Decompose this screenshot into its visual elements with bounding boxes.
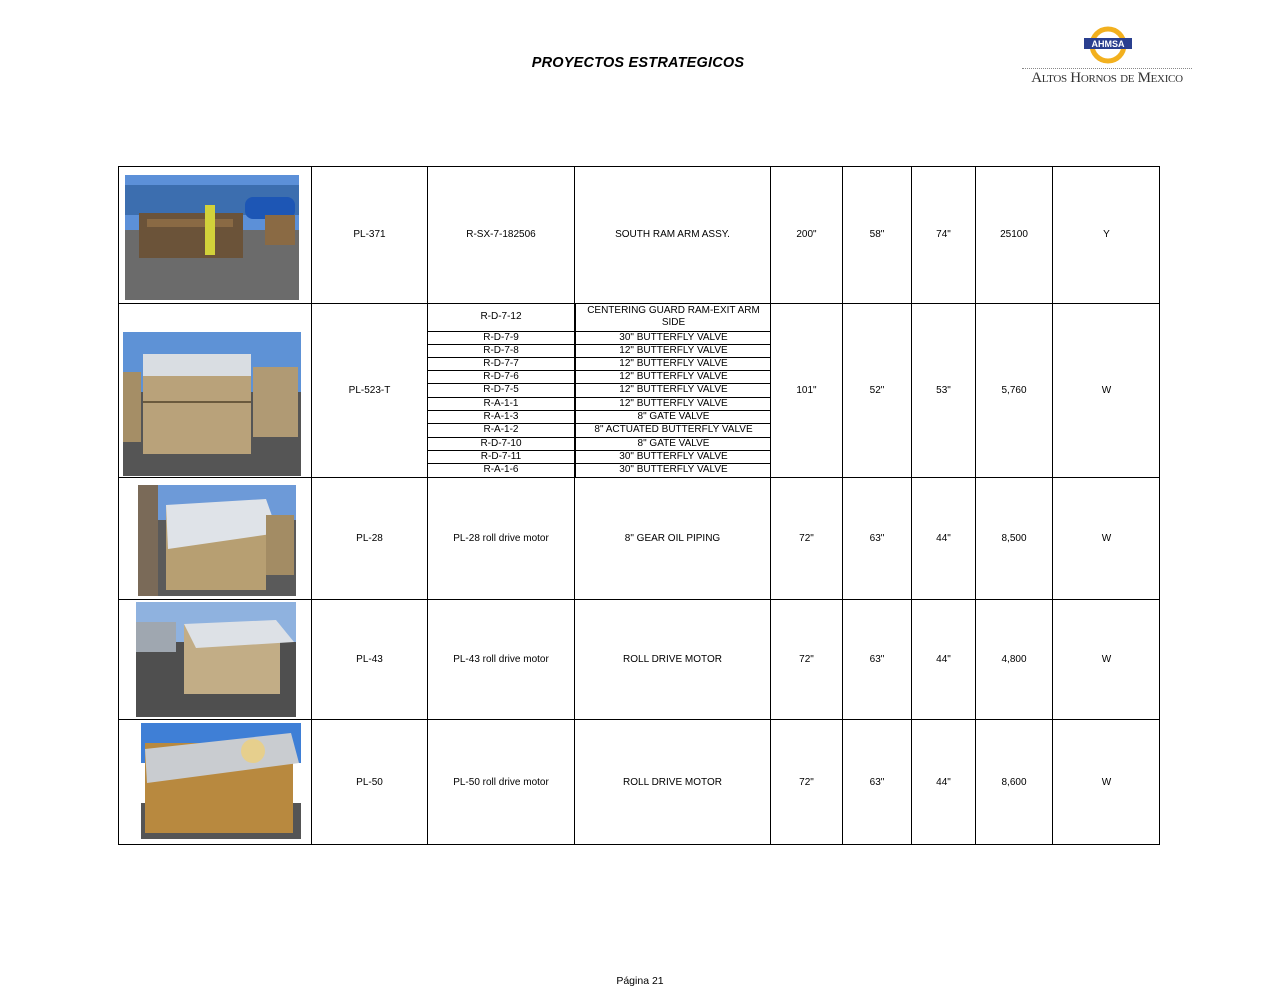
description: 12" BUTTERFLY VALVE — [575, 358, 771, 371]
part-number: PL-43 roll drive motor — [453, 653, 549, 665]
description: 12" BUTTERFLY VALVE — [575, 398, 771, 411]
parts-table — [118, 166, 1160, 845]
table-row — [428, 410, 771, 423]
part-number: R-A-1-3 — [483, 411, 519, 422]
crate-photo — [125, 175, 299, 300]
part-number: R-A-1-6 — [483, 464, 519, 475]
description: SOUTH RAM ARM ASSY. — [615, 229, 730, 240]
weight: 5,760 — [1001, 384, 1027, 396]
description: 8" ACTUATED BUTTERFLY VALVE — [575, 424, 771, 437]
crate-photo — [136, 602, 296, 717]
length: 72" — [799, 653, 814, 665]
description: 12" BUTTERFLY VALVE — [575, 345, 771, 358]
table-row — [428, 463, 771, 477]
table-row — [428, 331, 771, 344]
logo-badge: AHMSA — [1091, 39, 1125, 49]
pl-number: PL-43 — [356, 653, 383, 665]
table-row — [428, 344, 771, 357]
length: 200" — [796, 229, 817, 240]
height: 44" — [936, 776, 951, 788]
weight: 4,800 — [1001, 653, 1027, 665]
description: CENTERING GUARD RAM-EXIT ARM SIDE — [575, 304, 771, 331]
description: 12" BUTTERFLY VALVE — [575, 384, 771, 397]
description: 8" GEAR OIL PIPING — [624, 532, 721, 544]
pl-number: PL-523-T — [348, 384, 391, 396]
part-number: R-SX-7-182506 — [466, 229, 536, 240]
length: 72" — [799, 776, 814, 788]
length: 72" — [799, 532, 814, 544]
description: ROLL DRIVE MOTOR — [623, 653, 722, 665]
table-row — [428, 397, 771, 410]
weight: 8,600 — [1001, 776, 1027, 788]
description: 8" GATE VALVE — [575, 411, 771, 424]
part-number: R-D-7-7 — [483, 358, 519, 369]
table-row — [428, 423, 771, 436]
logo-name: Altos Hornos de Mexico — [1022, 68, 1192, 87]
part-number: R-D-7-9 — [483, 332, 519, 343]
width: 63" — [869, 532, 885, 544]
table-row — [428, 370, 771, 383]
table-row — [428, 357, 771, 370]
part-number: R-A-1-1 — [483, 398, 519, 409]
part-number: R-D-7-6 — [483, 371, 519, 382]
page-number: Página 21 — [616, 975, 664, 987]
category: Y — [1103, 229, 1110, 240]
width: 63" — [869, 776, 885, 788]
weight: 25100 — [1000, 229, 1028, 240]
category: W — [1101, 384, 1112, 396]
part-number: R-D-7-8 — [483, 345, 519, 356]
width: 58" — [869, 229, 885, 240]
description: 8" GATE VALVE — [575, 438, 771, 451]
crate-photo — [123, 332, 301, 476]
table-row — [428, 304, 771, 331]
table-row — [428, 383, 771, 396]
part-number: R-D-7-12 — [480, 311, 522, 322]
table-row — [428, 437, 771, 450]
crate-photo — [138, 485, 296, 596]
category: W — [1101, 776, 1112, 788]
description: 30" BUTTERFLY VALVE — [575, 464, 771, 477]
pl-number: PL-50 — [356, 776, 383, 788]
part-number: R-D-7-10 — [480, 438, 522, 449]
description: 12" BUTTERFLY VALVE — [575, 371, 771, 384]
table-row — [428, 450, 771, 463]
part-number: PL-50 roll drive motor — [453, 776, 549, 788]
category: W — [1101, 532, 1112, 544]
weight: 8,500 — [1001, 532, 1027, 544]
part-number: R-D-7-11 — [480, 451, 522, 462]
page-title: PROYECTOS ESTRATEGICOS — [531, 55, 745, 71]
width: 52" — [869, 384, 885, 396]
height: 74" — [936, 229, 951, 240]
description: 30" BUTTERFLY VALVE — [575, 332, 771, 345]
pl-number: PL-28 — [356, 532, 383, 544]
description: ROLL DRIVE MOTOR — [623, 776, 722, 788]
length: 101" — [796, 384, 817, 396]
description: 30" BUTTERFLY VALVE — [575, 451, 771, 464]
crate-photo — [141, 723, 301, 839]
category: W — [1101, 653, 1112, 665]
part-number: PL-28 roll drive motor — [453, 532, 549, 544]
part-number: R-D-7-5 — [483, 384, 519, 395]
pl-number: PL-371 — [353, 229, 386, 240]
width: 63" — [869, 653, 885, 665]
height: 53" — [936, 384, 951, 396]
height: 44" — [936, 653, 951, 665]
part-number: R-A-1-2 — [483, 424, 519, 435]
height: 44" — [936, 532, 951, 544]
